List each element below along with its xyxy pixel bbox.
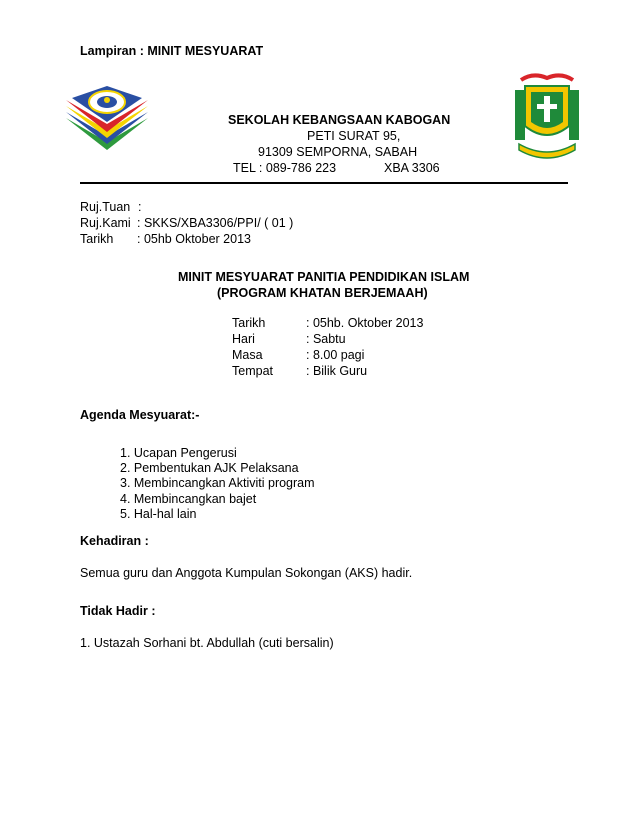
minutes-subtitle: (PROGRAM KHATAN BERJEMAAH) (217, 286, 428, 300)
school-logo-icon (62, 82, 152, 152)
meeting-tarikh-value: : 05hb. Oktober 2013 (306, 316, 424, 330)
ref-kami-label: Ruj.Kami (80, 216, 131, 230)
school-name: SEKOLAH KEBANGSAAN KABOGAN (228, 113, 451, 127)
meeting-hari-value: : Sabtu (306, 332, 346, 346)
meeting-tarikh-label: Tarikh (232, 316, 266, 330)
agenda-item: 2. Pembentukan AJK Pelaksana (120, 461, 299, 476)
absent-heading: Tidak Hadir : (80, 604, 156, 618)
ref-kami-value: : SKKS/XBA3306/PPI/ ( 01 ) (137, 216, 294, 230)
agenda-item: 4. Membincangkan bajet (120, 491, 257, 506)
ref-tarikh-value: : 05hb Oktober 2013 (137, 232, 251, 246)
school-tel: TEL : 089-786 223 (233, 161, 337, 175)
meeting-hari-label: Hari (232, 332, 255, 346)
crest-icon (513, 70, 581, 162)
agenda-heading: Agenda Mesyuarat:- (80, 408, 200, 422)
meeting-masa-label: Masa (232, 348, 263, 362)
minutes-title: MINIT MESYUARAT PANITIA PENDIDIKAN ISLAM (178, 270, 470, 284)
agenda-item: 3. Membincangkan Aktiviti program (120, 476, 315, 491)
ref-tarikh-label: Tarikh (80, 232, 114, 246)
agenda-item: 1. Ucapan Pengerusi (120, 446, 237, 460)
ref-tuan-value: : (138, 200, 142, 214)
attendance-text: Semua guru dan Anggota Kumpulan Sokongan (AKS) hadir. (80, 566, 413, 580)
attachment-label: Lampiran : MINIT MESYUARAT (80, 44, 264, 58)
agenda-list (120, 446, 315, 522)
meeting-masa-value: : 8.00 pagi (306, 348, 365, 362)
attendance-heading: Kehadiran : (80, 534, 149, 548)
agenda-item: 5. Hal-hal lain (120, 506, 197, 521)
school-code: XBA 3306 (384, 161, 440, 175)
school-address-line1: PETI SURAT 95, (307, 129, 401, 143)
absent-text: 1. Ustazah Sorhani bt. Abdullah (cuti bersalin) (80, 636, 334, 650)
meeting-tempat-value: : Bilik Guru (306, 364, 368, 378)
meeting-tempat-label: Tempat (232, 364, 273, 378)
ref-tuan-label: Ruj.Tuan (80, 200, 131, 214)
school-address-line2: 91309 SEMPORNA, SABAH (258, 145, 418, 159)
header-divider (80, 182, 568, 184)
